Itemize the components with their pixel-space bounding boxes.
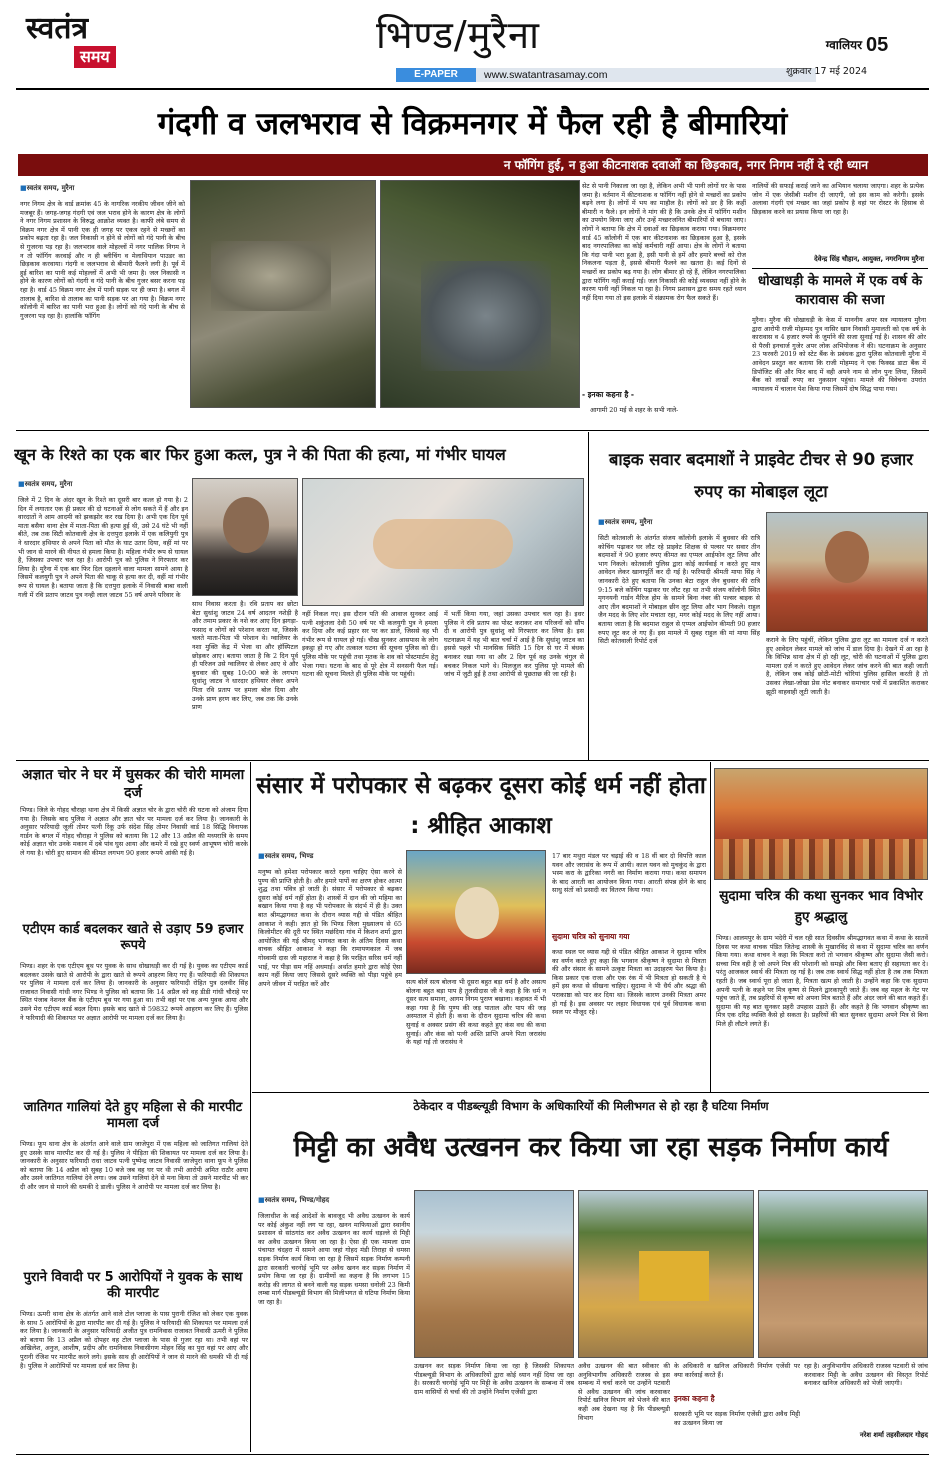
robbery-col1: सिटी कोतवाली के अंतर्गत संजय कॉलोनी इलाके में बुधवार की रात्रि कोचिंग पढ़ाकर घर लौट रहे प्राइवेट शिक्षक से पल्सर पर सवार तीन बदमाशों ने 90 हजार रुपए कीमत का एप्पल आईफोन लूट लिया और भाग निकले। कोतवाली पुलिस द्वारा कोई कार्यवाई न करते हुए मात्र आवेदन लेकर खानापूर्ति कर दी गई है। फरियादी श्रीमती माया सिंह ने जानकारी देते हुए बताया कि उनका बेटा राहुल जैन बुधवार की रात्रि 9:15 बजे कोचिंग पढ़ाकर घर लौट रहा था तभी संजय कॉलोनी स्थित मृगनयनी गार्डन मैरिज होम के सामने बिना नंबर की पल्सर बाइक से आए तीन बदमाशों ने मोबाइल छीन लूट लिया और भाग निकले। राहुल जैन मदद के लिए शोर मचाता रहा, मगर कोई मदद के लिए नहीं आया। बताया जाता है कि बदमाश राहुल से एप्पल आईफोन कीमती 90 हजार रुपए लूट कर ले गए हैं। इस मामले में सुबह राहुल की मां माया सिंह सिटी कोतवाली रिपोर्ट दर्ज [598, 534, 760, 646]
lead-bottom-rule [16, 430, 929, 431]
caste-headline: जातिगत गालियां देते हुए महिला से की मारपीट मामला दर्ज [23, 1100, 243, 1131]
sidebar-vertical-rule [250, 762, 251, 1452]
fraud-body: मुरैना। मुरैना की धोखाधड़ी के केस में माननीय अपर सत्र न्यायालय मुरैना द्वारा आरोपी राजी मोहम्मद पुत्र नासिर खान निवासी मुमालती को एक वर्ष के कारावास व 4 हजार रुपये के जुर्माने की सजा सुनाई गई है। शासन की ओर से पैरवी इनचार्ज गुजेर अपर लोक अभियोजक ने की। घटनाक्रम के अनुसार 23 फरवरी 2019 को स्टेट बैंक के प्रबंधक द्वारा पुलिस कोतवाली मुरैना में आवेदन प्रस्तुत कर बताया कि राजी मोहम्मद ने एक फिक्स्ड डाटा बैंक में डिपॉजिट की और फिर बाद में वही अपने नाम से लोन पुनः लिया, जिसमें बैंक को लाखों रुपए का नुकसान पहुंचा। मामले की विवेचना उपरांत न्यायालय में चालान पेश किया गया जिसमें दोष सिद्ध पाया गया। [752, 316, 926, 393]
murder-col3: नहीं निकल गए। इस दौरान पति की आवाज सुनकर आई पत्नी शकुंतला देवी 50 वर्ष पर भी कलयुगी पुत्र ने हमला कर दिया और कई प्रहार सर पर कर डाले, जिससे वह भी गंभीर रूप से घायल हो गई। चीख सुनकर आसपास के लोग इकट्ठा हो गए और तत्काल घटना की सूचना पुलिस को दी। पुलिस मौके पर पहुंची तथा मृतक के शव को पोस्टमार्टम हेतु भेजा गया। घटना के बाद से पूरे क्षेत्र में सनसनी फैल गई। घटना की सूचना मिलते ही पुलिस मौके पर पहुंची। [302, 610, 438, 679]
masthead-rule [16, 88, 929, 90]
masthead [0, 0, 945, 86]
lead-photo-garbage [190, 180, 376, 408]
logo-line1: स्वतंत्र [26, 11, 89, 46]
robbery-headline: बाइक सवार बदमाशों ने प्राइवेट टीचर से 90 हजार रुपए का मोबाइल लूटा [609, 450, 913, 501]
logo-line2: समय [74, 46, 116, 68]
murder-col4: में भर्ती किया गया, जहां उसका उपचार चल रहा है। इधर पुलिस ने रवि प्रताप का पोस्ट कराकर शव परिजनों को सौंप दी व आरोपी पुत्र सुधांशु को गिरफ्तार कर लिया है। इस घटनाक्रम में यह भी बात चर्चा में आई है कि सुधांशु जाटव का इससे पहले भी मानसिक स्थिति 15 दिन से घर में बंधक बनाकर रखा गया था और 2 दिन पूर्व वह उनके चंगुल से बचकर निकल भागे थे। मिलजुल कर पुलिस पूरे मामले की जांच में जुटी हुई है तथा आरोपी से पूछताछ की जा रही है। [444, 610, 584, 679]
soil-photo-excavation [414, 1190, 574, 1358]
logo [26, 10, 146, 76]
atm-headline: एटीएम कार्ड बदलकर खाते से उड़ाए 59 हजार रूपये [22, 922, 244, 953]
edition-title: भिण्ड/मुरैना [376, 13, 540, 57]
sudama-body: भिण्ड। आलमपुर के ग्राम भदेरी में चल रही सात दिवसीय श्रीमद्भागवत कथा में कथा के सातवें दिवस पर कथा वाचक पंडित जितेन्द्र शास्त्री के मुखारविंद से कथा में सुदामा चरित्र का वर्णन किया गया। कथा वाचन ने कहा कि मित्रता करो तो भगवान श्रीकृष्ण और सुदामा जैसी करो। सच्चा मित्र वही है जो अपने मित्र की परेशानी को समझे और बिना बताए ही सहायता कर दे। परंतु आजकल स्वार्थ की मित्रता रह गई है। जब तक स्वार्थ सिद्ध नहीं होता है तब तक मित्रता रहती है। जब स्वार्थ पूरा हो जाता है, मित्रता खत्म हो जाती है। उन्होंने कहा कि एक सुदामा अपनी पत्नी के कहने पर मित्र कृष्ण से मिलने द्वारकापुरी जाते हैं। जब वह महल के गेट पर पहुंच जाते हैं, तब प्रहरियों से कृष्ण को अपना मित्र बताते हैं और अंदर जाने की बात कहते हैं। सुदामा की यह बात सुनकर प्रहरी उपहास उड़ाते हैं। और कहते है कि भगवान श्रीकृष्ण का मित्र एक दरिद्र व्यक्ति कैसे हो सकता है। प्रहरियों की बात सुनकर सुदामा अपने मित्र से बिना मिले ही लौटने लगते हैं। [716, 934, 928, 1028]
website-link[interactable]: www.swatantrasamay.com [484, 69, 608, 81]
religion-photo-katha [406, 850, 546, 974]
soil-photo-road [758, 1190, 928, 1358]
issue-date: शुक्रवार 17 मई 2024 [786, 66, 868, 77]
murder-photo-accused [192, 478, 298, 596]
soil-photo-jcb [578, 1190, 754, 1358]
robbery-byline: ■ स्वतंत्र समय, मुरैना [598, 518, 748, 530]
murder-byline: ■ स्वतंत्र समय, मुरैना [18, 480, 168, 492]
soil-byline: ■ स्वतंत्र समय, भिण्ड/गोहद [258, 1196, 418, 1208]
religion-right-rule [710, 762, 711, 1092]
soil-col1: जिलाधीश के कई आदेशों के बावजूद भी अवैध उत्खनन के कार्य पर कोई अंकुश नहीं लग पा रहा, खनन माफियाओं द्वारा स्थानीय प्रशासन से सांठगांठ कर अवैध उत्खनन का कार्य धड़ल्ले से मिट्टी का अवैध उत्खनन किया जा रहा है। ऐसा ही एक मामला ग्राम पंचायत चंदहरा में सामने आया जहां गोहद मंडी तिराहा से धमसा सड़क निर्माण कार्य किया जा रहा है जिसमें सड़क निर्माण कम्पनी द्वारा सरकारी चरनोई भूमि पर अवैध खनन कर सड़क निर्माण में प्रयोग किया जा रहा है। ग्रामीणों का कहना है कि लगभग 15 करोड़ की लागत से बनने वाली यह सड़क धमसा धनोली 23 किमी लम्बा मार्ग पीडब्ल्यूडी विभाग की मिलीभगत से घटिया निर्माण किया जा रहा है। [258, 1212, 410, 1306]
religion-col2: सत्य बोलें सत्य बोलना भी दूसरा बहुत बड़ा धर्म है और असत्य बोलना बहुत बड़ा पाप है तुलसीदास जी ने कहा है कि धर्म न दूसर सत्य समाना, आगम निगम पुराण बखाना। कहावत में भी कहा गया है कि पुण्य की जड़ पाताल और पाप की जड़ अस्पताल में होती है। कथा के दौरान सुदामा चरित्र की कथा सुनाई व अक्सर प्रसंग की कथा कहते हुए कंस वध की कथा सुनाई। और कंस को पत्नी अस्ति प्राप्ति अपने पिता जरासंध के यहां गई तो जरासंध ने [406, 978, 546, 1047]
religion-col3: 17 बार मथुरा मंडल पर चढ़ाई की व 18 वीं बार दो विपत्ति काल यवन और जरासंध के रूप में आयी। काल यवन को मुचकुंद के द्वारा भस्म करा के द्वारिका नगरी का निर्माण कराया गया। कथा समापन के बाद आरती का आयोजन किया गया। आरती संपन्न होने के बाद साधु संतों को प्रसादी का वितरण किया गया। [552, 852, 706, 895]
soil-headline: मिट्टी का अवैध उत्खनन कर किया जा रहा सड़क निर्माण कार्य [293, 1132, 889, 1163]
row3-bottom-rule [252, 1092, 929, 1093]
page-number: 05 [866, 34, 889, 56]
murder-col2: साथ निवास करता है। रवि प्रताप का छोटा बेटा सुधांशु जाटव 24 वर्ष आदतन नशेड़ी है और तमाम प्रकार के नशे कर आए दिन झगड़ा-फसाद व लोगों को परेशान करता था, जिसके चलते माता-पिता भी परेशान थे। ग्वालियर के नशा मुक्ति केंद्र में भेजा था और हॉस्पिटल छोड़कर आए। बताया जाता है कि 2 दिन पूर्व ही परिजन उसे ग्वालियर से लेकर आए थे और बुधवार की सुबह 10:00 बजे के लगभग सुधांशु जाटव ने धारदार हथियार लेकर अपने पिता रवि प्रताप पर हमला बोल दिया और उनके प्राण हरण कर लिए, जब तक कि उनके प्राण [192, 600, 298, 712]
religion-subhead: सुदामा चरित्र को सुनाया गया [552, 932, 630, 941]
murder-headline: खून के रिश्ते का एक बार फिर हुआ कत्ल, पुत्र ने की पिता की हत्या, मां गंभीर घायल [14, 445, 506, 464]
atm-body: भिण्ड। शहर के एक एटीएम बूथ पर युवक के साथ धोखाधड़ी कर दी गई है। युवक का एटीएम कार्ड बदलकर उसके खाते से आरोपी के द्वारा खाते से रूपये आहरण किए गए हैं। फरियादी की शिकायत पर पुलिस ने मामला दर्ज कर लिया है। जानकारी के अनुसार फरियादी रोहित पुत्र दलवीर सिंह राजावत निवासी गांधी नगर भिण्ड ने पुलिस को बताया कि 14 अप्रैल को वह डीडी गांधी चौराहे पर स्थित पंजाब नेशनल बैंक के एटीएम बूथ पर गया हुआ था। तभी वहां पर एक अन्य युवक आया और उसने मेरा एटीएम कार्ड बदल दिया। इसके बाद खाते से 59832 रूपये आहरण कर लिए हैं। पुलिस ने फरियादी की शिकायत पर अज्ञात आरोपी पर मामला दर्ज कर लिया है। [20, 962, 248, 1022]
soil-col2: उत्खनन कर सड़क निर्माण किया जा रहा है जिसकी शिकायत पीडब्ल्यूडी विभाग के अधिकारियों द्वारा कोई ध्यान नहीं दिया जा रहा है। सरकारी चरनोई भूमि पर मिट्टी के अवैध उत्खनन के सम्बन्ध में जब ग्राम वासियों से चर्चा की तो उन्होंने निर्माण एजेंसी द्वारा [414, 1362, 574, 1396]
lead-strap: न फॉगिंग हुई, न हुआ कीटनाशक दवाओं का छिड़काव, नगर निगम नहीं दे रही ध्यान [18, 154, 928, 176]
sudama-photo-crowd [714, 768, 928, 880]
theft-headline: अज्ञात चोर ने घर में घुसकर की चोरी मामला दर्ज [21, 767, 245, 801]
soil-kicker: ठेकेदार व पीडब्ल्यूडी विभाग के अधिकारियों की मिलीभगत से हो रहा है घटिया निर्माण [413, 1099, 769, 1113]
fraud-headline: धोखाधड़ी के मामले में एक वर्ष के कारावास की सजा [757, 273, 923, 308]
soil-quote-by: नरेश शर्मा तहसीलदार गोहद [859, 1431, 928, 1439]
robbery-photo-complainant [766, 512, 928, 632]
theft-body: भिण्ड। जिले के गोहद चौराहा थाना क्षेत्र में किसी अज्ञात चोर के द्वारा चोरी की घटना को अंजाम दिया गया है। जिसके बाद पुलिस ने अज्ञात और ज्ञात चोर पर मामला दर्ज कर लिया है। जानकारी के अनुसार फरियादी जूली तोमर पत्नी रिंकू उर्फ संदेश सिंह तोमर निवासी वार्ड 18 सिद्धि विनायक गार्डन के बगल में गोहद चौराहा ने पुलिस को बताया कि 12 और 13 अप्रैल की मध्यरात्रि के समय कोई अज्ञात चोर उनके मकान में दबे पांव घुस आया और कमरे में रखे हुए स्वर्ण आभूषण चोरी करके ले गया है। चोरी हुए सामान की कीमत लगभग 90 हजार रूपये आंकी गई है। [20, 806, 248, 857]
religion-col4: कथा स्थल पर व्यास गद्दी से पंडित श्रीहित आकाश ने सुदामा चरित्र का वर्णन करते हुए कहा कि भगवान श्रीकृष्ण ने सुदामा से मित्रता की और संसार के सामने उत्कृष्ट मित्रता का उदाहरण पेश किया है। किस प्रकार एक राजा और एक रंक में भी मित्रता हो सकती है ये हमें इस कथा से सीखना चाहिए। सुदामा ने भी धैर्य और श्रद्धा की पराकाष्ठा को पार कर दिया था। जिसके कारण उनकी मित्रता अमर हो गई है। इस अवसर पर लहार विधायक एवं पूर्व विधायक कथा स्थल पर मौजूद रहे। [552, 948, 706, 1017]
lead-byline: ■ स्वतंत्र समय, मुरैना [20, 184, 190, 196]
lead-col1: नगर निगम क्षेत्र के वार्ड क्रमांक 45 के नागरिक नरकीय जीवन जीने को मजबूर हैं। जगह-जगह गंदगी एवं जल भराव होने के कारण क्षेत्र के लोगों ने नगर निगम प्रशासन के विरुद्ध आक्रोश व्यक्त है। काफी लंबे समय से विक्रम नगर क्षेत्र में पानी एक ही जगह पर एकत्र रहने से मच्छरों का प्रकोप बढ़ता रहा है। जल निकासी न होने से लोगों को गंदे पानी के बीच से गुजरना पड़ रहा है। जलभराव वाले मोहल्लों में नगर पालिक निगम ने न तो फॉगिंग करवाई और न ही ब्लीचिंग व मेलाथियान पाउडर का छिड़काव करवाया। गंदगी व जलभराव से बीमारी फैलने लगी है। पूर्व में हुई बारिश का पानी कई मोहल्लों में अभी भी जमा है। जल निकासी न होने के कारण लोगों को गंदगी व गंदे पानी के बीच गुजर बसर करना पड़ रहा है। वार्ड 45 विक्रम नगर क्षेत्र में पानी सड़क पर ही जमा है। बगल में तालाब है, बारिश से तालाब का पानी सड़क पर आ गया है। विक्रम नगर कॉलोनी में बारिश का पानी भरा हुआ है। लोगों को गंदे पानी के बीच से गुजरना पड़ रहा है। हालांकि फॉगिंग [20, 200, 185, 320]
fraud-top-rule [752, 268, 928, 269]
lead-headline: गंदगी व जलभराव से विक्रमनगर में फैल रही है बीमारियां [157, 106, 788, 142]
page-bottom-rule [16, 1454, 929, 1455]
old-dispute-body: भिण्ड। ऊमरी थाना क्षेत्र के अंतर्गत आने वाले टोल प्लाजा के पास पुरानी रंजिश को लेकर एक युवक के साथ 5 आरोपियों के द्वारा मारपीट कर दी गई है। पुलिस ने फरियादी की शिकायत पर मामला दर्ज कर लिया है। जानकारी के अनुसार फरियादी अजीत पुत्र रामनिवास राजावत निवासी ऊमरी ने पुलिस को बताया कि 13 अप्रैल को दोपहर वह टोल प्लाजा के पास से गुजर रहा था। तभी वहां पर अखिलेश, अनुज, आशीष, प्रदीप और रामनिवास निवासीगण मोहन सिंह का पुरा वहां पर आए और पुरानी रंजिश पर मारपीट करने लगे। इसके साथ ही आरोपियों ने जान से मारने की धमकी भी दी गई है। पुलिस ने आरोपियों पर मामला दर्ज कर लिया है। [20, 1310, 248, 1370]
lead-col3: सेट से पानी निकाला जा रहा है, लेकिन अभी भी पानी लोगों घर के पास जमा है। वर्तमान में कीटनाशक व फॉगिंग नहीं होने से मच्छरों का प्रकोप बढ़ने लगा है। लोगों में भय का माहौल है। लोगों को डर है कि कहीं बीमारी न फैले। इन लोगों ने मांग की है कि उनके क्षेत्र में फॉगिंग मशीन का उपयोग किया जाए और उन्हें मच्छरजनित बीमारियों से बचाया जाए। लोगों ने बताया कि क्षेत्र में दवाओं का छिड़काव कराया गया। विक्रमनगर वार्ड 45 कॉलोनी में एक बार कीटनाशक का छिड़काव हुआ है, इसके बाद नगरपालिका का कोई कर्मचारी नहीं आया। क्षेत्र के लोगों ने बताया कि गंदा पानी भरा हुआ है, इसी पानी से हमें और हमारे बच्चों को रोज निकलना पड़ता है, इससे बीमारी फैलने का खतरा है। कई दिनों से मच्छरों का प्रकोप बढ़ गया है। लोग बीमार हो रहे हैं, लेकिन नगरपालिका द्वारा फॉगिंग नहीं कराई गई। जल निकासी की कोई व्यवस्था नहीं होने के कारण पानी नहीं निकल पा रहा है। निगम प्रशासन द्वारा समय रहते ध्यान नहीं दिया गया तो इस इलाके में संक्रामक रोग फैल सकते हैं। [582, 182, 746, 302]
lead-kahna: - इनका कहना है - [582, 390, 635, 399]
mid-vertical-rule [588, 432, 589, 760]
robbery-col2: कराने के लिए पहुंचीं, लेकिन पुलिस द्वारा लूट का मामला दर्ज न करते हुए आवेदन लेकर मामले को जांच में डाल दिया है। देखने में आ रहा है कि विभिन्न थाना क्षेत्र में हो रही लूट, चोरी की घटनाओं में पुलिस द्वारा मामला दर्ज न करते हुए आवेदन लेकर जांच करने की बात कही जाती है, लेकिन जब कोई छोटी-मोटी चोरियां पुलिस हासिल करती है तो उसका लेखा-जोखा प्रेस नोट बनाकर समाचार पत्रों में प्रकाशित कराकर झूठी वाहवाही लूटी जाती है। [766, 636, 928, 696]
soil-col5: रहा है। अनुविभागीय अधिकारी राजस्व पटवारी से जांच करवाकर मिट्टी के अवैध उत्खनन की विस्तृत रिपोर्ट बनाकर खनिज अधिकारी को भेजी जाएगी। [804, 1362, 928, 1388]
soil-col4: के अधिकारी व खनिज अधिकारी निर्माण एजेंसी पर क्या कार्रवाई करते हैं। [674, 1362, 800, 1379]
religion-byline: ■ स्वतंत्र समय, भिण्ड [258, 852, 398, 864]
sudama-headline: सुदामा चरित्र की कथा सुनकर भाव विभोर हुए श्रद्धालु [719, 888, 923, 925]
soil-col4b: सरकारी भूमि पर सड़क निर्माण एजेंसी द्वारा अवैध मिट्टी का उत्खनन किया जा [674, 1410, 800, 1427]
religion-col1: मनुष्य को हमेशा परोपकार करते रहना चाहिए ऐसा करने से पुण्य की प्राप्ति होती है। और हमारे पापों का क्षरण होकर आत्मा शुद्ध तथा पवित्र हो जाती है। संसार में परोपकार से बढ़कर दूसरा कोई धर्म नहीं होता है। शास्त्रों में दान की जो महिमा का बखान किया गया है वह भी परोपकार के संदर्भ में ही है। उक्त बात श्रीमद्भागवत कथा के दौरान व्यास गद्दी से पंडित श्रीहित आकाश ने कही। ज्ञात हो कि भिण्ड जिला मुख्यालय से 65 किलोमीटर की दूरी पर स्थित मछंदिया गांव में किशन शर्मा द्वारा आयोजित की गई श्रीमद् भागवत कथा के अंतिम दिवस कथा वाचक श्रीहित आकाश ने कहा कि रामायणकाल में जब गोस्वामी दास जी महाराज ने कहा है कि परहित सरिस धर्म नहीं भाई, पर पीड़ा सम नहिं अधमाई। अर्थात हमारे द्वारा कोई ऐसा काम नहीं किया जाए जिससे दूसरे व्यक्ति को पीड़ा पहुंचे हम अपने जीवन में परहित करें और [258, 868, 402, 988]
old-dispute-headline: पुराने विवादी पर 5 आरोपियों ने युवक के साथ की मारपीट [23, 1270, 243, 1301]
murder-col1: जिले में 2 दिन के अंदर खून के रिश्ते का दूसरी बार कत्ल हो गया है। 2 दिन में लगातार एक ही प्रकार की दो घटनाओं से लोग सकते में हैं और इन वारदातों ने आम आदमी को झकझोर कर रख दिया है। अभी एक दिन पूर्व माता बसैया थाना क्षेत्र में माता-पिता की हत्या हुई थी, उसे 24 घंटे भी नहीं बीते, तब तक सिटी कोतवाली क्षेत्र के दत्तपुरा इलाके में एक कलियुगी पुत्र ने धारदार हथियार से अपने पिता को मौत के घाट उतार दिया, वहीं मां पर भी जान से मारने की नीयत से हमला किया है। महिला गंभीर रूप से घायल है, जिसका उपचार चल रहा है। आरोपी पुत्र को पुलिस ने गिरफ्तार कर लिया है। मुरैना में एक बार फिर दिल दहलाने वाला मामला सामने आया है जिसमें कलयुगी पुत्र ने अपने पिता की चाकू से हत्या कर दी, वहीं मां गंभीर रूप से घायल है। बताया जाता है कि दत्तपुरा इलाके में निवासी बाबा वाली गली में रवि प्रताप जाटव पुत्र नन्ही लाल जाटव 55 वर्ष अपने परिवार के [18, 496, 188, 599]
row2-bottom-rule [16, 760, 929, 761]
religion-headline: संसार में परोपकार से बढ़कर दूसरा कोई धर्म नहीं होता : श्रीहित आकाश [256, 773, 706, 839]
lead-col3-end: आगामी 20 मई से शहर के सभी नाले- [590, 406, 679, 414]
soil-col3: अवैध उत्खनन की बात स्वीकार की अनुविभागीय अधिकारी राजस्व से इस सम्बन्ध में चर्चा करने पर उन्होंने पटवारी से अवैध उत्खनन की जांच करवाकर रिपोर्ट खनिज विभाग को भेजने की बात कही अब देखना यह है कि पीडब्ल्यूडी विभाग [578, 1362, 670, 1422]
soil-kahna: इनका कहना है [674, 1394, 715, 1403]
city-label: ग्वालियर [825, 38, 862, 52]
lead-col4: नालियों की सफाई कराई जाने का अभियान चलाया जाएगा। शहर के प्रत्येक जोन में एक जेसीबी मशीन दी जाएगी, जो इस काम को करेगी। इसके अलावा गंदगी एवं मच्छर का जहां प्रकोप है वहां पर रोस्टर के हिसाब से छिड़काव करने का प्रयास किया जा रहा है। [752, 182, 924, 216]
murder-photo-injured [302, 478, 584, 606]
epaper-label: E-PAPER [396, 68, 476, 82]
lead-quote-by: देवेन्द्र सिंह चौहान, आयुक्त, नगरनिगम मुरैना [814, 255, 924, 263]
caste-body: भिण्ड। फूप थाना क्षेत्र के अंतर्गत आने वाले ग्राम जाजेपुरा में एक महिला को जातिगत गालियां देते हुए उसके साथ मारपीट कर दी गई है। पुलिस ने पीड़िता की शिकायत पर मामला दर्ज कर लिया है। जानकारी के अनुसार फरियादी राधा जाटव पत्नी पुष्पेन्द्र जाटव निवासी जाजेपुरा थाना फूप ने पुलिस को बताया कि 14 अप्रैल को सुबह 10 बजे जब वह घर पर थी तभी आरोपी अमित राठौर आया और उसने जातिगत गालियां देने लगा। जब उसने गालियां देने से मना किया तो उसने मारपीट भी कर दी और जान से मारने की धमकी दे डाली। पुलिस ने आरोपी पर मामला दर्ज कर लिया है। [20, 1140, 248, 1191]
lead-photo-waterlogging [380, 180, 580, 408]
